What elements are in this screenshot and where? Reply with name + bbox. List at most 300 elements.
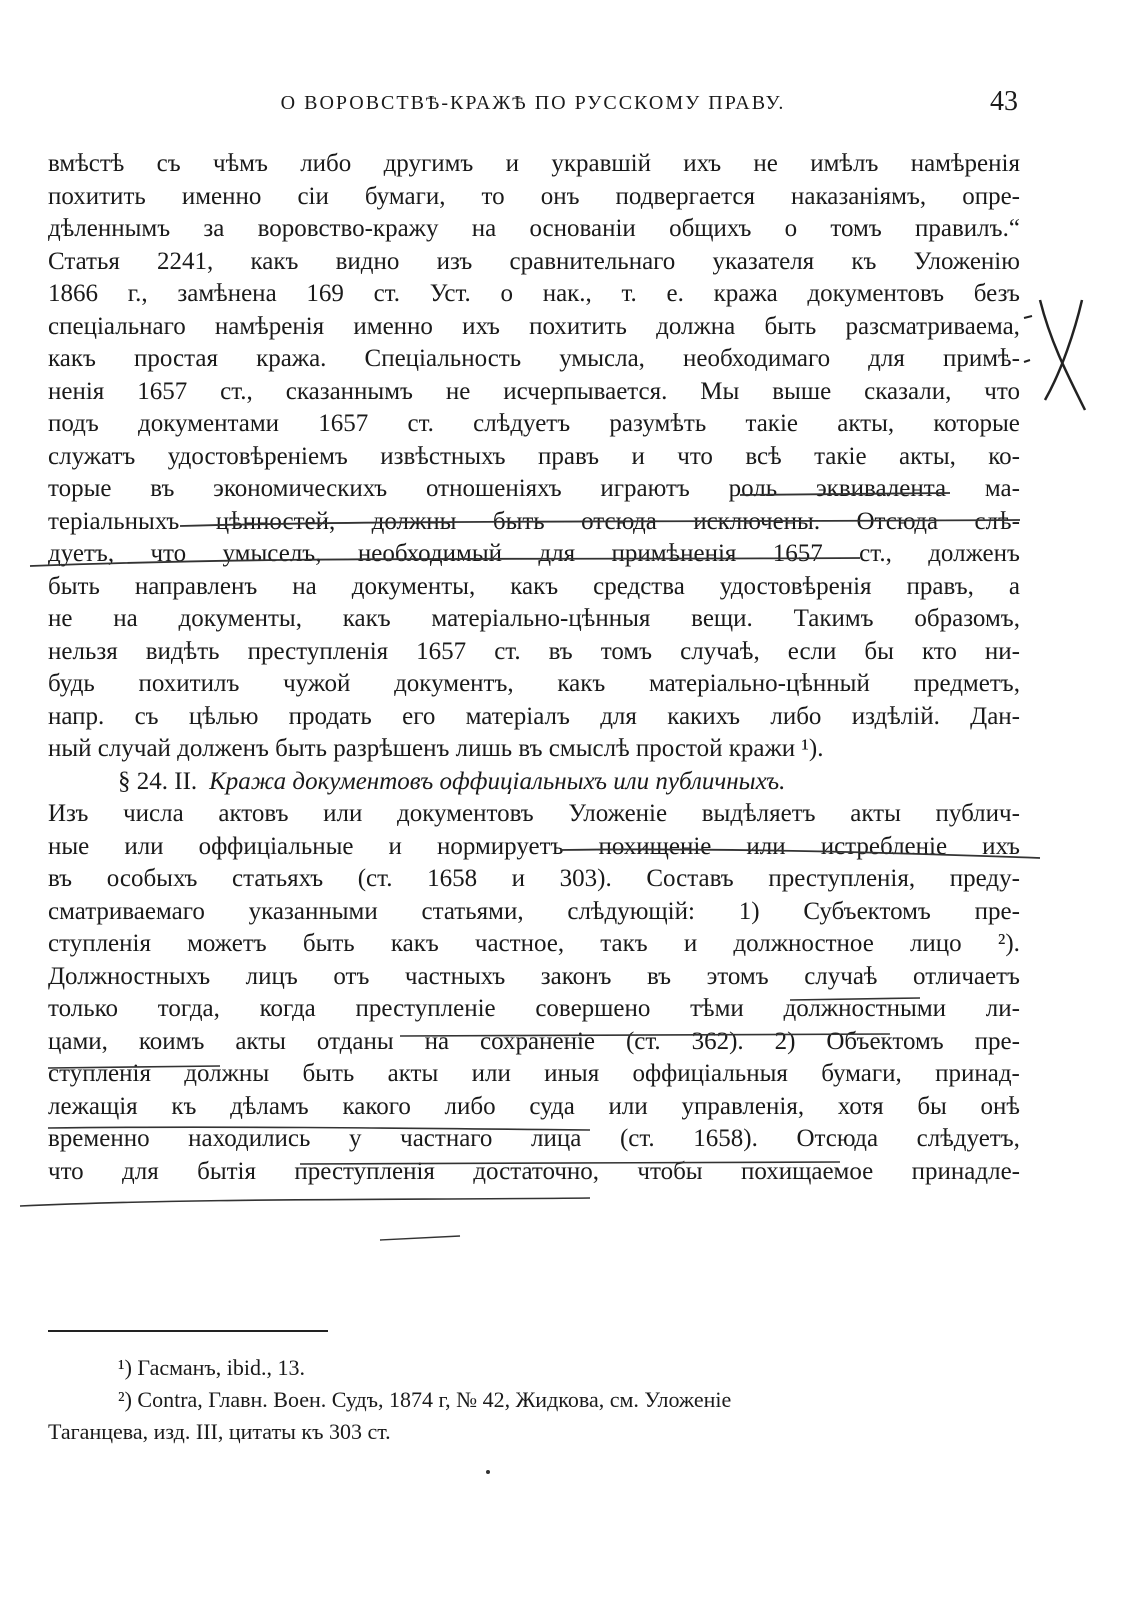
- word: Субъектомъ: [803, 897, 931, 925]
- word: ихъ: [462, 312, 500, 340]
- margin-dash-mark: [1024, 360, 1030, 362]
- word: сравнительнаго: [509, 247, 676, 275]
- word: отъ: [333, 962, 370, 990]
- word: чтобы: [637, 1157, 703, 1185]
- word: для: [600, 702, 637, 730]
- word: быть: [302, 930, 355, 957]
- word: правъ: [537, 442, 600, 470]
- word: издѣлій.: [851, 702, 940, 730]
- word: бытія: [197, 1157, 256, 1185]
- word: томъ: [600, 637, 653, 665]
- word: эквивалента: [815, 475, 947, 502]
- word: преступленія,: [768, 865, 916, 892]
- word: къ: [851, 247, 877, 275]
- text-line: [48, 831, 1020, 864]
- word: или: [124, 832, 164, 860]
- word: нельзя: [48, 637, 118, 665]
- word: Уложенію: [913, 247, 1020, 275]
- word: находились: [188, 1125, 311, 1152]
- text-line: [48, 798, 1020, 831]
- word: быть: [302, 1060, 355, 1087]
- word: удостовѣреніемъ: [167, 442, 348, 470]
- word: дуетъ,: [48, 540, 115, 567]
- word: бы: [864, 637, 894, 665]
- word: для: [538, 540, 576, 567]
- text-line: [48, 148, 1020, 181]
- word: въ: [48, 865, 73, 892]
- word: 2241,: [157, 247, 214, 275]
- word: онѣ: [980, 1092, 1020, 1120]
- word: продать: [288, 702, 372, 730]
- footnote-2-continued: Таганцева, изд. III, цитаты къ 303 ст.: [48, 1419, 391, 1444]
- word: онъ: [540, 182, 580, 210]
- word: акты,: [899, 442, 956, 470]
- word: ко-: [988, 442, 1020, 470]
- word: совершено: [535, 995, 651, 1022]
- word: слѣ-: [974, 507, 1020, 535]
- running-title: О ВОРОВСТВѢ-КРАЖѢ ПО РУССКОМУ ПРАВУ.: [280, 92, 786, 114]
- word: сохраненіе: [480, 1027, 595, 1055]
- word: ст.,: [220, 377, 253, 405]
- word: быть: [492, 507, 545, 535]
- text-line: [48, 441, 1020, 474]
- stray-ink-dot: [486, 1470, 490, 1474]
- word: ихъ: [982, 832, 1020, 860]
- word: или: [471, 1060, 511, 1087]
- word: оффиціальныя: [632, 1060, 788, 1087]
- word: отданы: [316, 1027, 394, 1055]
- word: похищаемое: [740, 1157, 874, 1185]
- word: либо: [770, 702, 822, 730]
- word: съ: [156, 150, 181, 177]
- word: на: [292, 572, 317, 600]
- word: у: [349, 1125, 362, 1152]
- word: изъ: [436, 247, 473, 275]
- word: похитить: [48, 182, 146, 210]
- text-line: [48, 928, 1020, 961]
- word: сказаннымъ: [285, 377, 413, 405]
- word: необходимый: [357, 540, 503, 567]
- word: къ: [171, 1092, 197, 1120]
- word: безъ: [973, 280, 1020, 307]
- word: 1): [738, 897, 760, 925]
- word: для: [868, 345, 905, 372]
- word: (ст.: [619, 1125, 655, 1152]
- word: пре-: [974, 1027, 1020, 1055]
- word: что: [984, 377, 1020, 405]
- text-line: [48, 701, 1020, 734]
- word: 1658).: [693, 1125, 758, 1152]
- text-line: [48, 668, 1020, 701]
- word: указателя: [712, 247, 815, 275]
- word: отсюда: [581, 507, 657, 535]
- word: быть: [48, 572, 100, 600]
- word: принад-: [935, 1060, 1020, 1087]
- word: примѣненія: [611, 540, 737, 567]
- word: случаѣ,: [680, 637, 760, 665]
- word: похищеніе: [598, 832, 712, 860]
- word: и: [388, 832, 402, 860]
- word: исчерпывается.: [503, 377, 668, 405]
- text-line: ный случай долженъ быть разрѣшенъ лишь въ смыслѣ простой кражи ¹).: [48, 735, 824, 762]
- word: образомъ,: [914, 605, 1020, 632]
- word: матеріально-цѣнныя: [431, 605, 651, 632]
- word: не: [445, 377, 471, 405]
- word: 1657: [416, 637, 467, 665]
- word: или: [746, 832, 786, 860]
- word: какого: [342, 1092, 411, 1120]
- word: Спеціальность: [364, 345, 522, 372]
- text-line: [48, 1091, 1020, 1124]
- word: подвергается: [615, 182, 755, 210]
- word: примѣ-: [942, 345, 1020, 372]
- word: ст.,: [859, 540, 892, 567]
- page-number: 43: [990, 86, 1018, 117]
- word: дѣламъ: [230, 1092, 309, 1120]
- word: документами: [138, 410, 280, 437]
- word: что: [677, 442, 713, 470]
- word: статьями,: [421, 897, 524, 925]
- word: либо: [300, 150, 352, 177]
- word: правъ,: [906, 572, 974, 600]
- word: 169: [306, 280, 344, 307]
- word: 1657: [318, 410, 369, 437]
- text-line: [48, 506, 1020, 539]
- word: роль: [728, 475, 778, 502]
- word: въ: [150, 475, 175, 502]
- word: и: [683, 930, 698, 957]
- word: отношеніяхъ: [426, 475, 562, 502]
- word: документы,: [351, 572, 476, 600]
- word: акты: [387, 1060, 439, 1087]
- word: (ст.: [625, 1027, 661, 1055]
- word: 1657: [772, 540, 823, 567]
- page-header: [48, 86, 1018, 126]
- word: документовъ: [397, 800, 534, 827]
- word: теріальныхъ: [48, 507, 180, 535]
- word: общихъ: [669, 215, 752, 242]
- underline-mark: [20, 1198, 590, 1206]
- word: преступленія: [247, 637, 389, 665]
- word: Дан-: [970, 702, 1020, 730]
- word: сіи: [297, 182, 329, 210]
- word: истребленіе: [820, 832, 948, 860]
- word: наказаніямъ,: [791, 182, 927, 210]
- word: такіе: [745, 410, 798, 437]
- text-line: [48, 636, 1020, 669]
- word: лежащія: [48, 1092, 138, 1120]
- word: слѣдуетъ,: [916, 1125, 1020, 1152]
- word: или: [608, 1092, 648, 1120]
- word: долженъ: [928, 540, 1020, 567]
- word: должностными: [783, 995, 947, 1022]
- word: Статья: [48, 247, 120, 275]
- word: управленія,: [681, 1092, 805, 1120]
- word: правилъ.“: [915, 215, 1020, 242]
- word: разумѣть: [609, 410, 707, 437]
- word: вещи.: [691, 605, 753, 632]
- text-line: [48, 1156, 1020, 1189]
- word: ст.: [407, 410, 434, 437]
- word: публич-: [935, 800, 1020, 827]
- word: бумаги,: [364, 182, 446, 210]
- word: ненія: [48, 377, 105, 405]
- word: ступленія: [48, 930, 151, 957]
- word: коимъ: [138, 1027, 205, 1055]
- word: экономическихъ: [213, 475, 388, 502]
- word: этомъ: [706, 962, 769, 990]
- word: на: [113, 605, 138, 632]
- word: если: [787, 637, 837, 665]
- word: служатъ: [48, 442, 136, 470]
- word: частныхъ: [404, 962, 506, 990]
- word: достаточно,: [473, 1157, 600, 1185]
- footnote-divider: [48, 1330, 328, 1332]
- word: указанными: [248, 897, 378, 925]
- word: разсматриваема,: [845, 312, 1020, 340]
- word: чужой: [283, 670, 351, 697]
- text-line: [48, 376, 1020, 409]
- word: выше: [772, 377, 832, 405]
- word: нак.,: [542, 280, 592, 307]
- word: когда: [259, 995, 316, 1022]
- word: бы: [917, 1092, 947, 1120]
- word: не: [48, 605, 73, 632]
- word: матеріально-цѣнный: [649, 670, 870, 697]
- text-line: [48, 1058, 1020, 1091]
- word: ст.: [373, 280, 400, 307]
- footnotes: [48, 1352, 1020, 1448]
- word: выдѣляетъ: [701, 800, 816, 827]
- word: хотя: [837, 1092, 884, 1120]
- word: Должностныхъ: [48, 962, 211, 990]
- word: Отсюда: [796, 1125, 879, 1152]
- word: тогда,: [157, 995, 220, 1022]
- word: Объектомъ: [826, 1027, 944, 1055]
- word: укравшій: [551, 150, 651, 177]
- word: ли-: [985, 995, 1020, 1022]
- margin-cross-mark: [1040, 300, 1085, 410]
- word: воровство-кражу: [257, 215, 439, 242]
- word: суда: [529, 1092, 575, 1120]
- word: извѣстныхъ: [380, 442, 506, 470]
- word: временно: [48, 1125, 150, 1152]
- word: спеціальнаго: [48, 312, 186, 340]
- word: напр.: [48, 702, 105, 730]
- word: удостовѣренія: [719, 572, 872, 600]
- word: въ: [646, 962, 672, 990]
- word: слѣдующій:: [567, 897, 695, 925]
- word: имѣлъ: [810, 150, 879, 177]
- word: только: [48, 995, 119, 1022]
- text-line: [48, 473, 1020, 506]
- word: или: [323, 800, 363, 827]
- word: слѣдуетъ: [473, 410, 571, 437]
- word: всѣ: [745, 442, 782, 470]
- word: похитить: [529, 312, 627, 340]
- word: томъ: [830, 215, 882, 242]
- word: г.,: [127, 280, 148, 307]
- word: 1866: [48, 280, 98, 307]
- word: принадле-: [911, 1157, 1020, 1185]
- word: на: [471, 215, 497, 242]
- word: Составъ: [646, 865, 734, 892]
- word: акты: [235, 1027, 286, 1055]
- word: Отсюда: [856, 507, 939, 535]
- word: ные: [48, 832, 90, 860]
- word: а: [1008, 572, 1020, 600]
- word: для: [122, 1157, 159, 1185]
- word: необходимаго: [683, 345, 831, 372]
- word: дѣленнымъ: [48, 215, 171, 242]
- word: 362).: [691, 1027, 744, 1055]
- word: числа: [123, 800, 184, 827]
- word: его: [402, 702, 436, 730]
- word: сказали,: [864, 377, 952, 405]
- word: за: [203, 215, 225, 242]
- word: цѣлью: [188, 702, 259, 730]
- text-line: [48, 538, 1020, 571]
- section-heading: [48, 766, 1020, 799]
- word: лицо: [909, 930, 962, 957]
- word: 303).: [559, 865, 612, 892]
- word: какъ: [557, 670, 606, 697]
- word: какихъ: [667, 702, 741, 730]
- word: какъ: [510, 572, 559, 600]
- word: Уст.: [429, 280, 471, 307]
- word: случаѣ: [804, 962, 878, 990]
- word: подъ: [48, 410, 99, 437]
- word: умысла,: [559, 345, 645, 372]
- word: о: [784, 215, 798, 242]
- word: не: [753, 150, 778, 177]
- word: намѣренія: [214, 312, 325, 340]
- word: законъ: [540, 962, 612, 990]
- word: документъ,: [394, 670, 514, 697]
- text-line: [48, 863, 1020, 896]
- word: акты: [850, 800, 901, 827]
- word: предметъ,: [913, 670, 1020, 697]
- text-line: [48, 408, 1020, 441]
- margin-dash-mark: [1024, 316, 1032, 318]
- word: видѣть: [145, 637, 220, 665]
- word: кто: [921, 637, 957, 665]
- word: опре-: [962, 182, 1020, 210]
- word: основаніи: [529, 215, 636, 242]
- word: нормируетъ: [436, 832, 564, 860]
- word: ихъ: [683, 150, 722, 177]
- text-line: [48, 1026, 1020, 1059]
- main-text: [48, 148, 1020, 1188]
- word: пре-: [974, 897, 1020, 925]
- word: цами,: [48, 1027, 108, 1055]
- word: которые: [933, 410, 1020, 437]
- word: должны: [371, 507, 457, 535]
- word: частнаго: [400, 1125, 493, 1152]
- word: исключены.: [693, 507, 821, 535]
- word: лица: [531, 1125, 582, 1152]
- word: Уложеніе: [568, 800, 668, 827]
- word: на: [424, 1027, 450, 1055]
- word: похитилъ: [138, 670, 240, 697]
- word: либо: [444, 1092, 496, 1120]
- word: 1658: [427, 865, 478, 892]
- word: играютъ: [600, 475, 690, 502]
- word: ²).: [997, 930, 1020, 957]
- word: въ: [548, 637, 573, 665]
- word: что: [150, 540, 187, 567]
- word: именно: [353, 312, 433, 340]
- text-line: [48, 961, 1020, 994]
- word: акты,: [837, 410, 895, 437]
- word: должностное: [733, 930, 874, 957]
- word: и: [505, 150, 520, 177]
- word: можетъ: [187, 930, 267, 957]
- text-line: [48, 246, 1020, 279]
- word: о: [500, 280, 513, 307]
- word: (ст.: [357, 865, 393, 892]
- word: и: [631, 442, 645, 470]
- word: направленъ: [134, 572, 258, 600]
- word: статьяхъ: [232, 865, 324, 892]
- word: какъ: [390, 930, 439, 957]
- word: преступленія: [294, 1157, 435, 1185]
- word: т.: [621, 280, 637, 307]
- word: ст.: [494, 637, 521, 665]
- word: ни-: [984, 637, 1020, 665]
- text-line: [48, 311, 1020, 344]
- text-line: [48, 213, 1020, 246]
- word: то: [481, 182, 505, 210]
- underline-mark: [380, 1236, 460, 1240]
- word: должна: [656, 312, 736, 340]
- text-line: [48, 343, 1020, 376]
- word: цѣнностей,: [215, 507, 336, 535]
- word: ступленія: [48, 1060, 151, 1087]
- word: быть: [764, 312, 817, 340]
- word: сматриваемаго: [48, 897, 205, 925]
- text-line: [48, 993, 1020, 1026]
- word: вмѣстѣ: [48, 150, 125, 177]
- word: Изъ: [48, 800, 89, 827]
- word: Такимъ: [793, 605, 874, 632]
- text-line: [48, 603, 1020, 636]
- word: торые: [48, 475, 112, 502]
- word: будь: [48, 670, 95, 697]
- word: такіе: [814, 442, 867, 470]
- word: должны: [184, 1060, 270, 1087]
- word: видно: [335, 247, 400, 275]
- text-line: [48, 181, 1020, 214]
- word: лицъ: [245, 962, 298, 990]
- word: документы,: [178, 605, 302, 632]
- word: кража.: [256, 345, 327, 372]
- text-line: [48, 896, 1020, 929]
- word: съ: [134, 702, 159, 730]
- word: ма-: [984, 475, 1020, 502]
- text-line: [48, 278, 1020, 311]
- word: простая: [134, 345, 218, 372]
- word: 2): [774, 1027, 796, 1055]
- word: бумаги,: [821, 1060, 902, 1087]
- word: и: [511, 865, 526, 892]
- section-number: § 24. II.: [118, 767, 198, 795]
- footnote-1: ¹) Гасманъ, ibid., 13.: [118, 1355, 306, 1380]
- word: какъ: [342, 605, 391, 632]
- word: матеріалъ: [465, 702, 570, 730]
- word: именно: [181, 182, 262, 210]
- word: что: [48, 1157, 84, 1185]
